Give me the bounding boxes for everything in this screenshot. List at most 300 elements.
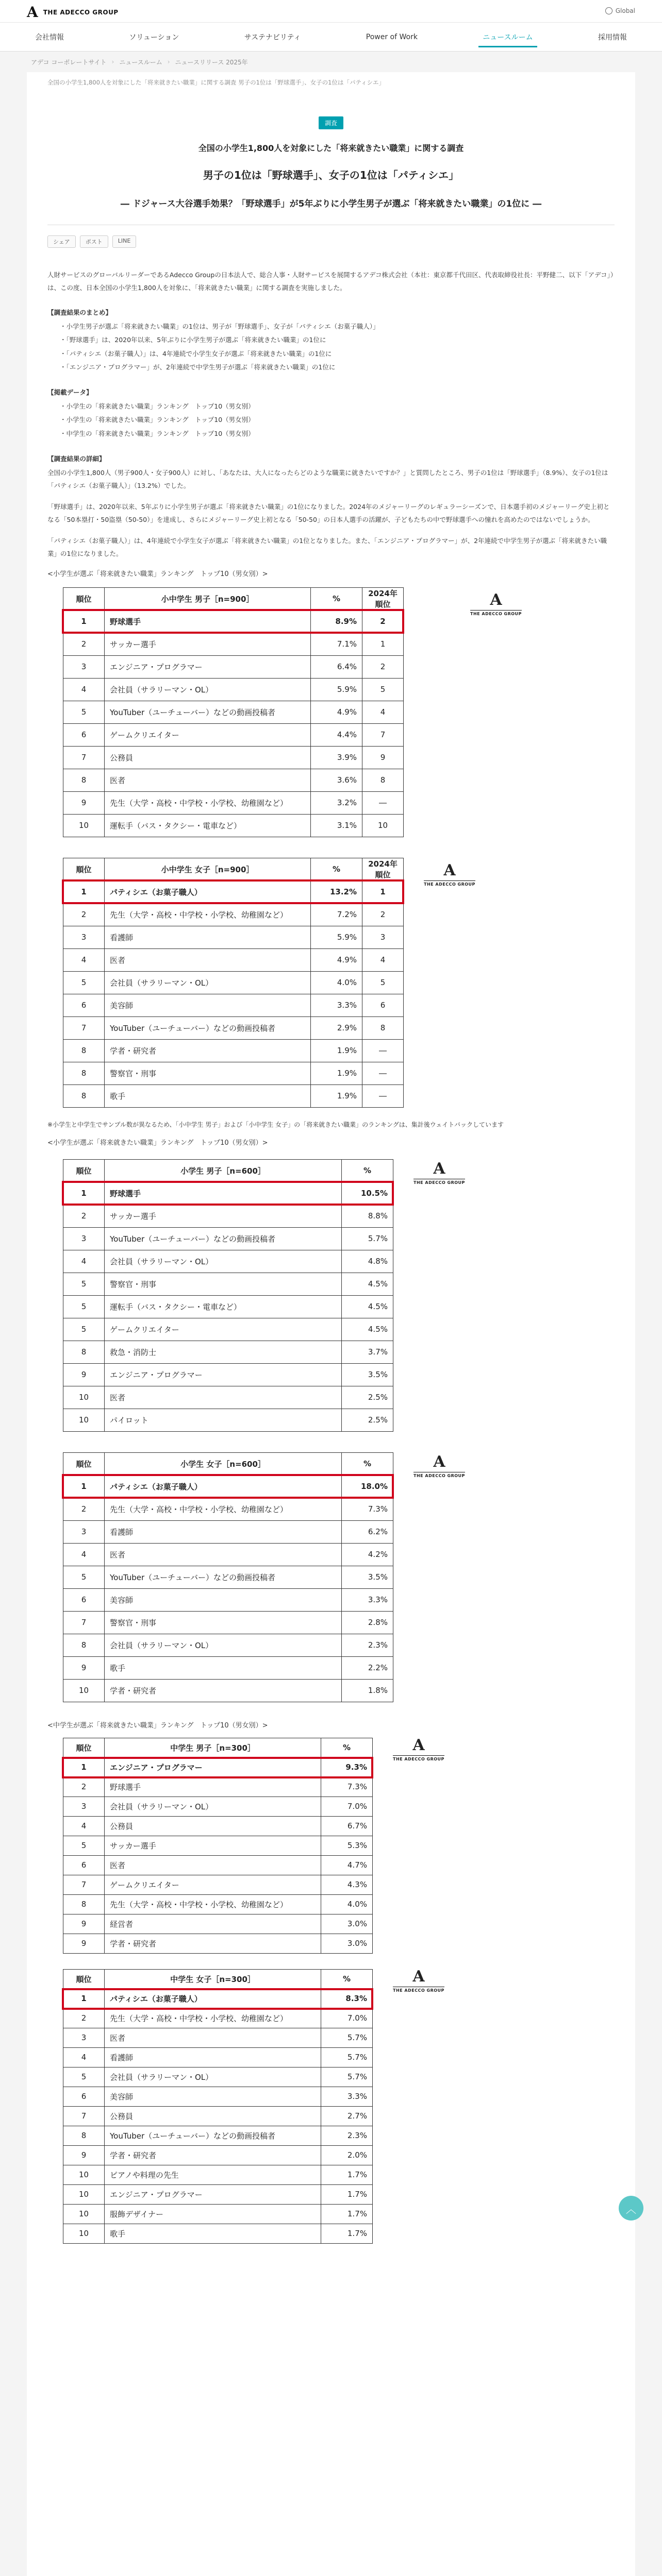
rank-cell: 9 (63, 1656, 105, 1679)
table-row (63, 971, 404, 994)
table-row (63, 1318, 393, 1341)
prev-rank-cell: 4 (362, 701, 404, 723)
rank-cell: 8 (63, 1084, 105, 1107)
percent-cell: 5.7% (321, 2067, 373, 2087)
table-row (63, 678, 404, 701)
job-cell: 看護師 (105, 926, 311, 948)
col-job: 小学生 女子［n=600］ (105, 1452, 342, 1475)
table-row (63, 723, 404, 746)
table-row (63, 1062, 404, 1084)
percent-cell: 4.3% (321, 1875, 373, 1894)
job-cell: YouTuber（ユーチューバー）などの動画投稿者 (105, 1016, 311, 1039)
table-row (63, 2106, 373, 2126)
table-row (63, 994, 404, 1016)
percent-cell: 1.7% (321, 2184, 373, 2204)
percent-cell: 5.3% (321, 1836, 373, 1855)
share-buttons (47, 235, 615, 248)
percent-cell: 4.4% (311, 723, 362, 746)
global-nav (0, 23, 662, 52)
nav-solutions[interactable]: ソリューション (129, 33, 179, 42)
col-job: 小学生 男子［n=600］ (105, 1159, 342, 1182)
job-cell: 警察官・刑事 (105, 1062, 311, 1084)
percent-cell: 4.5% (342, 1295, 393, 1318)
table-row (63, 1341, 393, 1363)
logo-name: THE ADECCO GROUP (413, 1472, 465, 1478)
rank-cell: 2 (63, 633, 105, 655)
table-row (63, 1363, 393, 1386)
nav-company[interactable]: 会社情報 (35, 33, 64, 42)
table-row (63, 1016, 404, 1039)
prev-rank-cell: 5 (362, 678, 404, 701)
percent-cell: 2.5% (342, 1409, 393, 1431)
rank-cell: 4 (63, 678, 105, 701)
job-cell: 歌手 (105, 1084, 311, 1107)
prev-rank-cell: ― (362, 1039, 404, 1062)
percent-cell: 5.7% (321, 2047, 373, 2067)
summary-item: ・ 「パティシエ（お菓子職人）」は、4年連続で小学生女子が選ぶ「将来就きたい職業」の1位に (60, 347, 615, 361)
table-row (63, 1182, 393, 1205)
table-row (63, 1816, 373, 1836)
globe-icon (605, 7, 613, 14)
rank-cell: 9 (63, 1914, 105, 1934)
nav-sustainability[interactable]: サステナビリティ (244, 33, 301, 42)
percent-cell: 3.7% (342, 1341, 393, 1363)
rank-cell: 4 (63, 1816, 105, 1836)
rank-cell: 10 (63, 814, 105, 837)
table-row (63, 2047, 373, 2067)
job-cell: 野球選手 (105, 610, 311, 633)
percent-cell: 1.7% (321, 2165, 373, 2184)
nav-careers[interactable]: 採用情報 (598, 33, 627, 42)
rank-cell: 5 (63, 1295, 105, 1318)
rank-cell: 3 (63, 2028, 105, 2047)
table-row (63, 814, 404, 837)
rank-cell: 10 (63, 1386, 105, 1409)
percent-cell: 3.6% (311, 769, 362, 791)
rank-cell: 1 (63, 1182, 105, 1205)
table-row (63, 2204, 373, 2224)
ranking-table-junior-girls (63, 1969, 373, 2244)
percent-cell: 6.2% (342, 1520, 393, 1543)
job-cell: YouTuber（ユーチューバー）などの動画投稿者 (105, 2126, 321, 2145)
col-percent: % (342, 1452, 393, 1475)
share-line-button[interactable]: LINE (112, 235, 137, 248)
job-cell: サッカー選手 (105, 633, 311, 655)
table-row (63, 1543, 393, 1566)
prev-rank-cell: 9 (362, 746, 404, 769)
job-cell: 野球選手 (105, 1777, 321, 1797)
rank-cell: 4 (63, 1250, 105, 1273)
table-note: ※小学生と中学生でサンプル数が異なるため、「小中学生 男子」および「小中学生 女子」の「将来就きたい職業」のランキングは、集計後ウェイトバックしています (47, 1121, 504, 1128)
col-job: 小中学生 女子［n=900］ (105, 858, 311, 880)
rank-cell: 7 (63, 2106, 105, 2126)
ranking-table-elementary-girls (63, 1452, 393, 1702)
job-cell: 看護師 (105, 1520, 342, 1543)
job-cell: パティシエ（お菓子職人） (105, 1989, 321, 2008)
share-x-button[interactable]: ポスト (80, 235, 108, 248)
col-job: 小中学生 男子［n=900］ (105, 587, 311, 610)
rank-cell: 6 (63, 1588, 105, 1611)
table-row (63, 1777, 373, 1797)
table-row (63, 1634, 393, 1656)
percent-cell: 6.4% (311, 655, 362, 678)
prev-rank-cell: 3 (362, 926, 404, 948)
ranking-table-elementary-junior-boys (63, 587, 404, 837)
nav-power-of-work[interactable]: Power of Work (366, 32, 418, 41)
percent-cell: 3.0% (321, 1934, 373, 1953)
job-cell: エンジニア・プログラマー (105, 2184, 321, 2204)
job-cell: 美容師 (105, 994, 311, 1016)
percent-cell: 7.1% (311, 633, 362, 655)
job-cell: 運転手（バス・タクシー・電車など） (105, 1295, 342, 1318)
share-facebook-button[interactable]: シェア (47, 235, 76, 248)
table-caption: <中学生が選ぶ「将来就きたい職業」ランキング トップ10（男女別）> (47, 1721, 268, 1730)
rank-cell: 2 (63, 903, 105, 926)
summary-item: ・ 「野球選手」は、2020年以来、5年ぶりに小学生男子が選ぶ「将来就きたい職業」の1位に (60, 333, 615, 347)
job-cell: 会社員（サラリーマン・OL） (105, 971, 311, 994)
adecco-a-logo-icon: A (27, 4, 38, 21)
percent-cell: 5.7% (342, 1227, 393, 1250)
rank-cell: 6 (63, 723, 105, 746)
rank-cell: 4 (63, 1543, 105, 1566)
summary-item: ・ 小学生男子が選ぶ「将来就きたい職業」の1位は、男子が「野球選手」、女子が「パティシエ（お菓子職人）」 (60, 320, 615, 333)
logo-text: THE ADECCO GROUP (43, 9, 119, 16)
percent-cell: 18.0% (342, 1475, 393, 1498)
percent-cell: 8.8% (342, 1205, 393, 1227)
rank-cell: 3 (63, 655, 105, 678)
col-rank: 順位 (63, 587, 105, 610)
data-list-item: ・ 小学生の「将来就きたい職業」ランキング トップ10（男女別） (60, 413, 615, 427)
job-cell: YouTuber（ユーチューバー）などの動画投稿者 (105, 701, 311, 723)
table-header-row (63, 1452, 393, 1475)
percent-cell: 1.7% (321, 2204, 373, 2224)
percent-cell: 4.5% (342, 1318, 393, 1341)
job-cell: サッカー選手 (105, 1836, 321, 1855)
percent-cell: 6.7% (321, 1816, 373, 1836)
percent-cell: 3.2% (311, 791, 362, 814)
job-cell: 警察官・刑事 (105, 1611, 342, 1634)
ranking-table-elementary-boys (63, 1159, 393, 1432)
table-row (63, 1588, 393, 1611)
job-cell: 歌手 (105, 1656, 342, 1679)
table-row (63, 655, 404, 678)
job-cell: 会社員（サラリーマン・OL） (105, 1250, 342, 1273)
percent-cell: 3.3% (311, 994, 362, 1016)
logo-name: THE ADECCO GROUP (393, 1755, 444, 1761)
table-row (63, 1227, 393, 1250)
job-cell: YouTuber（ユーチューバー）などの動画投稿者 (105, 1566, 342, 1588)
percent-cell: 3.1% (311, 814, 362, 837)
table-row (63, 2184, 373, 2204)
rank-cell: 6 (63, 2087, 105, 2106)
rank-cell: 8 (63, 1039, 105, 1062)
percent-cell: 3.3% (321, 2087, 373, 2106)
table-row (63, 2145, 373, 2165)
col-job: 中学生 女子［n=300］ (105, 1969, 321, 1989)
percent-cell: 4.2% (342, 1543, 393, 1566)
job-cell: 医者 (105, 948, 311, 971)
job-cell: ゲームクリエイター (105, 723, 311, 746)
adecco-a-logo-icon: A (490, 590, 502, 609)
rank-cell: 3 (63, 1797, 105, 1816)
rank-cell: 9 (63, 1934, 105, 1953)
adecco-logo (413, 1454, 465, 1478)
summary-list (47, 320, 615, 374)
table-row (63, 1679, 393, 1702)
table-row (63, 633, 404, 655)
percent-cell: 3.0% (321, 1914, 373, 1934)
global-link[interactable] (605, 7, 635, 14)
percent-cell: 2.0% (321, 2145, 373, 2165)
breadcrumb-home[interactable]: アデコ コーポレートサイト (31, 58, 107, 66)
rank-cell: 3 (63, 926, 105, 948)
table-row (63, 1520, 393, 1543)
rank-cell: 8 (63, 1634, 105, 1656)
percent-cell: 8.3% (321, 1989, 373, 2008)
job-cell: 先生（大学・高校・中学校・小学校、幼稚園など） (105, 903, 311, 926)
rank-cell: 8 (63, 1894, 105, 1914)
col-rank: 順位 (63, 1738, 105, 1757)
prev-rank-cell: ― (362, 1084, 404, 1107)
rank-cell: 5 (63, 971, 105, 994)
job-cell: パティシエ（お菓子職人） (105, 880, 311, 903)
job-cell: 会社員（サラリーマン・OL） (105, 1634, 342, 1656)
job-cell: 医者 (105, 2028, 321, 2047)
job-cell: 学者・研究者 (105, 1679, 342, 1702)
table-row (63, 701, 404, 723)
logo-name: THE ADECCO GROUP (470, 610, 522, 616)
table-row (63, 610, 404, 633)
job-cell: 運転手（バス・タクシー・電車など） (105, 814, 311, 837)
table-row (63, 2224, 373, 2243)
nav-newsroom[interactable]: ニュースルーム (478, 23, 537, 52)
detail-heading: 【調査結果の詳細】 (47, 454, 106, 463)
percent-cell: 7.3% (342, 1498, 393, 1520)
rank-cell: 2 (63, 1777, 105, 1797)
rank-cell: 7 (63, 1875, 105, 1894)
job-cell: 先生（大学・高校・中学校・小学校、幼稚園など） (105, 791, 311, 814)
percent-cell: 4.0% (321, 1894, 373, 1914)
percent-cell: 5.9% (311, 678, 362, 701)
table-header-row (63, 1159, 393, 1182)
summary-item: ・ 「エンジニア・プログラマー」が、2年連続で中学生男子が選ぶ「将来就きたい職業」の1位に (60, 361, 615, 374)
ranking-table-junior-boys (63, 1738, 373, 1954)
col-rank: 順位 (63, 1969, 105, 1989)
table-row (63, 791, 404, 814)
percent-cell: 10.5% (342, 1182, 393, 1205)
job-cell: 先生（大学・高校・中学校・小学校、幼稚園など） (105, 2008, 321, 2028)
prev-rank-cell: ― (362, 1062, 404, 1084)
table-header-row (63, 587, 404, 610)
detail-paragraph: 「野球選手」は、2020年以来、5年ぶりに小学生男子が選ぶ「将来就きたい職業」の1位になりました。2024年のメジャーリーグのレギュラーシーズンで、日本選手初のメジャーリーグ史上初となる「50本塁打・50盗塁（50-50）」を達成し、さらにメジャーリーグ史上初となる「50-50」の日本人選手の活躍が、子どもたちの中で野球選手への憧れを高めたのではないでしょうか。 (47, 502, 610, 523)
rank-cell: 9 (63, 2145, 105, 2165)
job-cell: 美容師 (105, 2087, 321, 2106)
percent-cell: 2.9% (311, 1016, 362, 1039)
col-prev-rank: 2024年順位 (362, 587, 404, 610)
job-cell: 先生（大学・高校・中学校・小学校、幼稚園など） (105, 1498, 342, 1520)
rank-cell: 7 (63, 1016, 105, 1039)
data-list-item: ・ 小学生の「将来就きたい職業」ランキング トップ10（男女別） (60, 400, 615, 413)
detail-paragraph: 「パティシエ（お菓子職人）」は、4年連続で小学生女子が選ぶ「将来就きたい職業」の1位となりました。また、「エンジニア・プログラマー」が、2年連続で中学生男子が選ぶ「将来就きたい職業」の1位になりました。 (47, 536, 607, 557)
adecco-logo (424, 863, 475, 887)
table-row (63, 1295, 393, 1318)
breadcrumb-separator: › (111, 58, 114, 65)
breadcrumb-newsroom[interactable]: ニュースルーム (119, 58, 162, 66)
job-cell: 学者・研究者 (105, 1039, 311, 1062)
ranking-table-wrapper (63, 1969, 615, 2244)
percent-cell: 3.9% (311, 746, 362, 769)
table-row (63, 1205, 393, 1227)
rank-cell: 10 (63, 2204, 105, 2224)
breadcrumb-releases[interactable]: ニュースリリース 2025年 (175, 58, 248, 66)
prev-rank-cell: 8 (362, 1016, 404, 1039)
rank-cell: 10 (63, 2184, 105, 2204)
percent-cell: 3.5% (342, 1566, 393, 1588)
table-row (63, 1894, 373, 1914)
table-header-row (63, 1969, 373, 1989)
ranking-table-wrapper (63, 1159, 615, 1432)
breadcrumb-separator: › (167, 58, 170, 65)
ranking-table-wrapper (63, 858, 615, 1108)
table-row (63, 1475, 393, 1498)
table-row (63, 746, 404, 769)
logo-name: THE ADECCO GROUP (413, 1179, 465, 1185)
percent-cell: 3.5% (342, 1363, 393, 1386)
col-percent: % (311, 858, 362, 880)
rank-cell: 4 (63, 2047, 105, 2067)
rank-cell: 2 (63, 2008, 105, 2028)
table-row (63, 948, 404, 971)
table-row (63, 2067, 373, 2087)
rank-cell: 1 (63, 1475, 105, 1498)
rank-cell: 8 (63, 1062, 105, 1084)
table-row (63, 1855, 373, 1875)
rank-cell: 5 (63, 2067, 105, 2087)
job-cell: エンジニア・プログラマー (105, 1757, 321, 1777)
col-percent: % (321, 1738, 373, 1757)
rank-cell: 7 (63, 1611, 105, 1634)
prev-rank-cell: 2 (362, 610, 404, 633)
prev-rank-cell: 1 (362, 880, 404, 903)
job-cell: 学者・研究者 (105, 2145, 321, 2165)
prev-rank-cell: 5 (362, 971, 404, 994)
adecco-logo (393, 1738, 444, 1761)
prev-rank-cell: 2 (362, 655, 404, 678)
content-background (0, 72, 662, 2576)
table-row (63, 926, 404, 948)
breadcrumb-current: 全国の小学生1,800人を対象にした「将来就きたい職業」に関する調査 男子の1位は「野球選手」、女子の1位は「パティシエ」 (47, 79, 385, 86)
utility-bar (0, 0, 662, 23)
percent-cell: 5.7% (321, 2028, 373, 2047)
ranking-table-wrapper (63, 1738, 615, 1954)
logo-name: THE ADECCO GROUP (393, 1987, 444, 1993)
rank-cell: 8 (63, 2126, 105, 2145)
category-badge: 調査 (319, 116, 343, 129)
rank-cell: 4 (63, 948, 105, 971)
table-row (63, 2165, 373, 2184)
percent-cell: 2.5% (342, 1386, 393, 1409)
rank-cell: 2 (63, 1498, 105, 1520)
percent-cell: 1.9% (311, 1039, 362, 1062)
chevron-up-icon: ︿ (626, 2202, 636, 2215)
table-row (63, 1084, 404, 1107)
table-row (63, 1566, 393, 1588)
table-row (63, 2087, 373, 2106)
table-row (63, 1039, 404, 1062)
global-label: Global (615, 7, 635, 14)
adecco-a-logo-icon: A (412, 1967, 425, 1986)
detail-paragraph: 全国の小学生1,800人（男子900人・女子900人）に対し、「あなたは、大人になったらどのような職業に就きたいですか？」と質問したところ、男子の1位は「野球選手」（8.9%）、女子の1位は「パティシエ（お菓子職人）」（13.2%）でした。 (47, 468, 608, 489)
job-cell: 会社員（サラリーマン・OL） (105, 1797, 321, 1816)
prev-rank-cell: 6 (362, 994, 404, 1016)
percent-cell: 4.7% (321, 1855, 373, 1875)
col-prev-rank: 2024年順位 (362, 858, 404, 880)
percent-cell: 7.0% (321, 1797, 373, 1816)
page-top-button[interactable] (619, 2196, 643, 2221)
percent-cell: 3.3% (342, 1588, 393, 1611)
table-row (63, 1273, 393, 1295)
breadcrumb (0, 52, 662, 72)
table-row (63, 1250, 393, 1273)
ranking-table-wrapper (63, 587, 615, 837)
adecco-a-logo-icon: A (433, 1159, 445, 1178)
article (27, 72, 635, 2576)
job-cell: エンジニア・プログラマー (105, 1363, 342, 1386)
rank-cell: 6 (63, 994, 105, 1016)
table-row (63, 1611, 393, 1634)
job-cell: 看護師 (105, 2047, 321, 2067)
job-cell: 歌手 (105, 2224, 321, 2243)
table-row (63, 1934, 373, 1953)
job-cell: 会社員（サラリーマン・OL） (105, 2067, 321, 2087)
job-cell: 経営者 (105, 1914, 321, 1934)
rank-cell: 10 (63, 1409, 105, 1431)
job-cell: エンジニア・プログラマー (105, 655, 311, 678)
rank-cell: 8 (63, 769, 105, 791)
rank-cell: 6 (63, 1855, 105, 1875)
table-row (63, 1386, 393, 1409)
job-cell: サッカー選手 (105, 1205, 342, 1227)
table-row (63, 2008, 373, 2028)
percent-cell: 1.8% (342, 1679, 393, 1702)
percent-cell: 5.9% (311, 926, 362, 948)
ranking-table-wrapper (63, 1452, 615, 1702)
rank-cell: 5 (63, 701, 105, 723)
adecco-logo (393, 1969, 444, 1993)
col-rank: 順位 (63, 1159, 105, 1182)
percent-cell: 7.2% (311, 903, 362, 926)
rank-cell: 2 (63, 1205, 105, 1227)
article-subtitle: ― ドジャース大谷選手効果？「野球選手」が5年ぶりに小学生男子が選ぶ「将来就きたい職業」の1位に ― (120, 199, 542, 209)
table-caption: <小学生が選ぶ「将来就きたい職業」ランキング トップ10（男女別）> (47, 570, 268, 578)
site-logo[interactable] (27, 5, 119, 20)
col-rank: 順位 (63, 858, 105, 880)
rank-cell: 10 (63, 2165, 105, 2184)
percent-cell: 4.9% (311, 948, 362, 971)
job-cell: 野球選手 (105, 1182, 342, 1205)
prev-rank-cell: ― (362, 791, 404, 814)
col-job: 中学生 男子［n=300］ (105, 1738, 321, 1757)
rank-cell: 10 (63, 2224, 105, 2243)
job-cell: 救急・消防士 (105, 1341, 342, 1363)
rank-cell: 3 (63, 1520, 105, 1543)
percent-cell: 2.3% (321, 2126, 373, 2145)
table-row (63, 769, 404, 791)
table-row (63, 1797, 373, 1816)
percent-cell: 4.5% (342, 1273, 393, 1295)
table-row (63, 1498, 393, 1520)
prev-rank-cell: 4 (362, 948, 404, 971)
